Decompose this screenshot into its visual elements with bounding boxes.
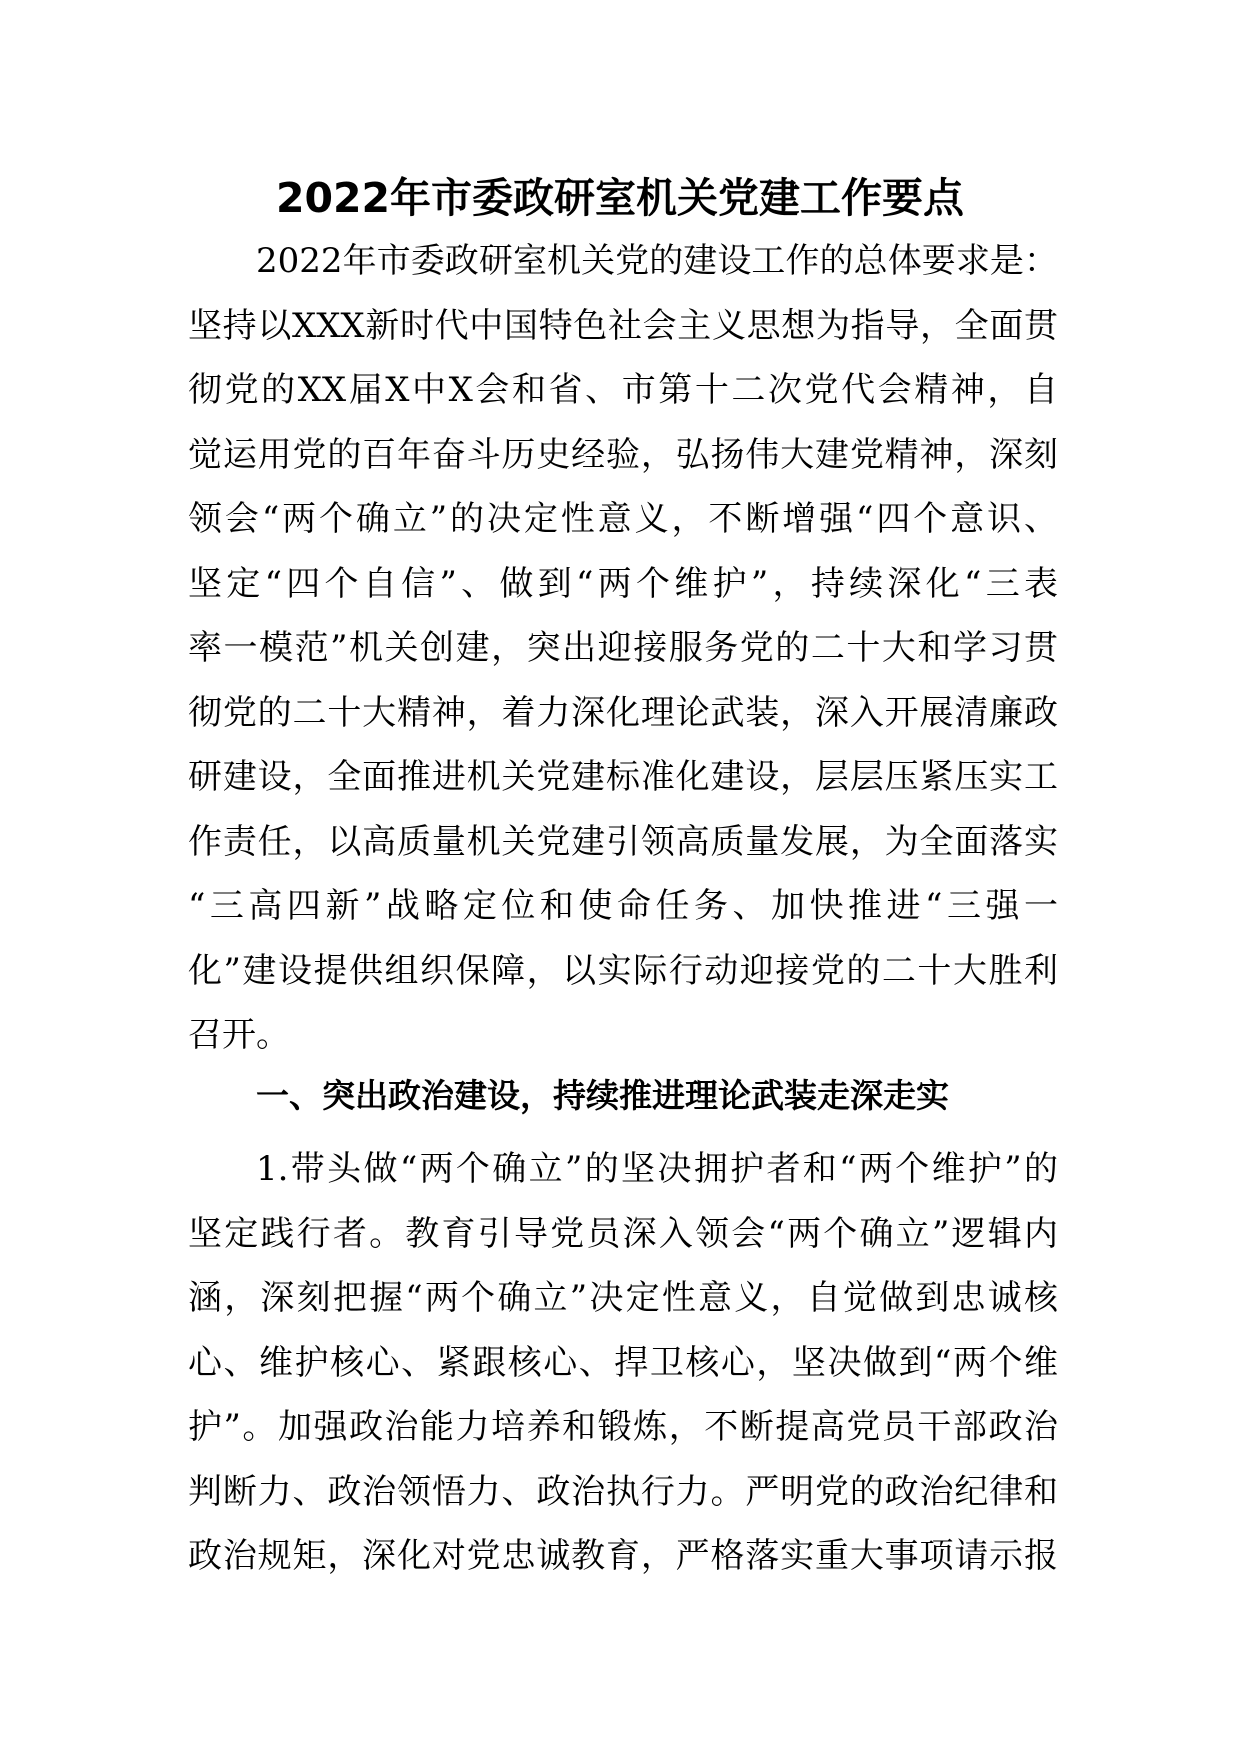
- paragraph-line: 坚定“四个自信”、做到“两个维护”，持续深化“三表: [188, 563, 1058, 604]
- paragraph-line: 2022年市委政研室机关党的建设工作的总体要求是：: [256, 241, 1058, 281]
- paragraph-line: 涵，深刻把握“两个确立”决定性意义，自觉做到忠诚核: [188, 1278, 1058, 1318]
- paragraph-line: 研建设，全面推进机关党建标准化建设，层层压紧压实工: [188, 757, 1058, 797]
- paragraph-line: 化”建设提供组织保障，以实际行动迎接党的二十大胜利: [188, 950, 1058, 991]
- paragraph-line: 心、维护核心、紧跟核心、捍卫核心，坚决做到“两个维: [188, 1342, 1058, 1383]
- paragraph-line: 彻党的XX届X中X会和省、市第十二次党代会精神，自: [188, 370, 1058, 410]
- paragraph-line: 护”。加强政治能力培养和锻炼，不断提高党员干部政治: [188, 1407, 1058, 1447]
- document-title: 2022年市委政研室机关党建工作要点: [275, 174, 965, 222]
- paragraph-line: 领会“两个确立”的决定性意义，不断增强“四个意识、: [188, 499, 1058, 539]
- paragraph-line: 1.带头做“两个确立”的坚决拥护者和“两个维护”的: [256, 1149, 1058, 1189]
- paragraph-line: 觉运用党的百年奋斗历史经验，弘扬伟大建党精神，深刻: [188, 434, 1058, 475]
- paragraph-line: 作责任，以高质量机关党建引领高质量发展，为全面落实: [188, 821, 1058, 862]
- paragraph-line: 政治规矩，深化对党忠诚教育，严格落实重大事项请示报: [188, 1536, 1058, 1576]
- paragraph-line: “三高四新”战略定位和使命任务、加快推进“三强一: [188, 886, 1058, 926]
- paragraph-line: 坚定践行者。教育引导党员深入领会“两个确立”逻辑内: [188, 1213, 1058, 1254]
- paragraph-line: 率一模范”机关创建，突出迎接服务党的二十大和学习贯: [188, 628, 1058, 668]
- paragraph-line: 坚持以XXX新时代中国特色社会主义思想为指导，全面贯: [188, 305, 1058, 346]
- section-heading: 一、突出政治建设，持续推进理论武装走深走实: [256, 1076, 949, 1115]
- section1-paragraph: [188, 1137, 1058, 1589]
- paragraph-line: 彻党的二十大精神，着力深化理论武装，深入开展清廉政: [188, 692, 1058, 733]
- intro-paragraph: [188, 229, 1058, 1068]
- paragraph-line: 判断力、政治领悟力、政治执行力。严明党的政治纪律和: [188, 1471, 1058, 1512]
- paragraph-line: 召开。: [188, 1015, 290, 1055]
